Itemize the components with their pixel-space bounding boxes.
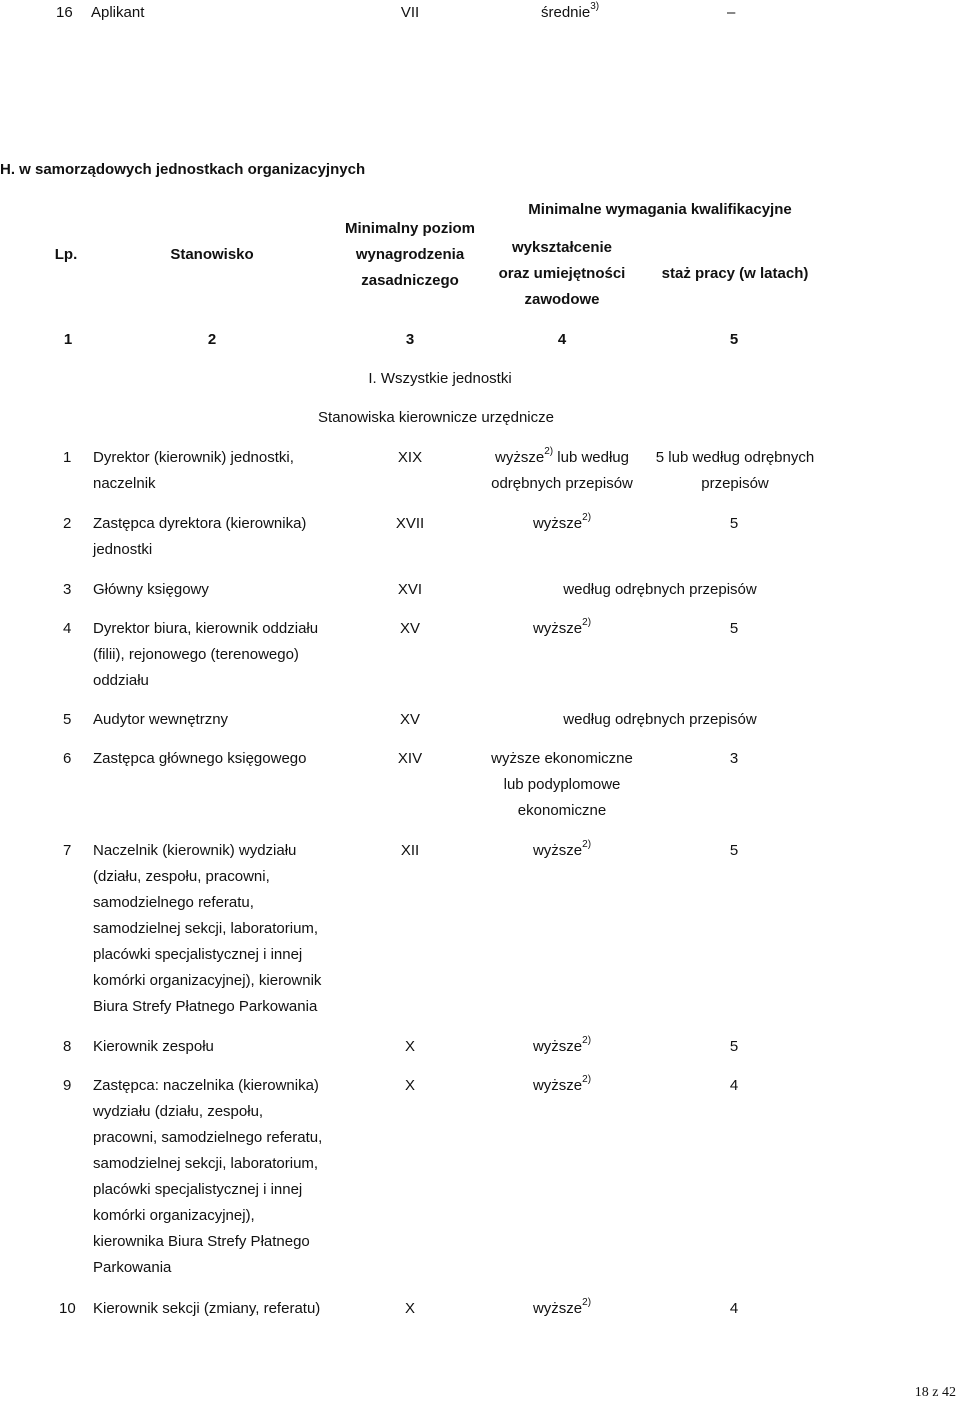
row-level: XII — [400, 842, 420, 859]
row-name-line: komórki organizacyjnej), — [93, 1207, 255, 1224]
table-row — [0, 1034, 960, 1060]
row-education — [472, 445, 652, 497]
row-name — [93, 511, 306, 563]
table-row — [0, 577, 960, 603]
header-min-poziom-line: Minimalny poziom — [344, 220, 475, 237]
page-number: 18 z 42 — [914, 1385, 956, 1400]
row-name: Kierownik sekcji (zmiany, referatu) — [93, 1300, 321, 1317]
row-lp: 7 — [63, 842, 72, 859]
row-lp: 10 — [59, 1300, 76, 1317]
row-experience: 5 — [729, 842, 739, 859]
row-education-line: odrębnych przepisów — [491, 475, 633, 492]
row-name-line: Parkowania — [93, 1259, 172, 1276]
header-stanowisko: Stanowisko — [170, 246, 254, 263]
row-education — [472, 1034, 652, 1060]
row-name-line: samodzielnej sekcji, laboratorium, — [93, 1155, 319, 1172]
row-name-line: Biura Strefy Płatnego Parkowania — [93, 998, 318, 1015]
row-name — [93, 616, 318, 694]
row-level: XIX — [397, 449, 423, 466]
header-min-poziom-line: wynagrodzenia — [355, 246, 465, 263]
section-title: H. w samorządowych jednostkach organizacyjnych — [0, 161, 366, 178]
row-level: XV — [399, 620, 420, 637]
footnote-sup: 2) — [582, 1035, 592, 1046]
row-education — [472, 511, 652, 537]
row-level: X — [404, 1300, 415, 1317]
header-wyksztalcenie-line: oraz umiejętności — [498, 265, 626, 282]
row-name-line: Naczelnik (kierownik) wydziału — [93, 842, 297, 859]
top-row-experience: – — [727, 4, 736, 21]
top-row-education-text: średnie — [541, 4, 591, 21]
row-name-line: (działu, zespołu, pracowni, — [93, 868, 270, 885]
top-row-education-sup: 3) — [590, 1, 600, 12]
row-experience: 5 — [729, 515, 739, 532]
row-education-text: lub według — [557, 449, 629, 466]
footnote-sup: 2) — [582, 617, 592, 628]
row-name: Kierownik zespołu — [93, 1038, 214, 1055]
footnote-sup: 2) — [582, 512, 592, 523]
row-education-text: wyższe — [532, 1077, 583, 1094]
row-name-line: Dyrektor (kierownik) jednostki, — [93, 449, 294, 466]
row-name-line: wydziału (działu, zespołu, — [93, 1103, 264, 1120]
row-experience — [640, 445, 830, 497]
row-level: X — [404, 1038, 415, 1055]
row-education — [472, 838, 652, 864]
top-row-name: Aplikant — [91, 4, 145, 21]
footnote-sup: 2) — [582, 839, 592, 850]
table-row — [0, 511, 960, 563]
row-experience: 3 — [729, 750, 739, 767]
top-row-education — [541, 0, 599, 26]
row-level: X — [404, 1077, 415, 1094]
row-experience-line: 5 lub według odrębnych — [655, 449, 815, 466]
row-name-line: oddziału — [93, 672, 149, 689]
row-name-line: placówki specjalistycznej i innej — [93, 946, 303, 963]
top-row — [0, 0, 960, 26]
row-lp: 3 — [63, 581, 72, 598]
header-min-poziom-line: zasadniczego — [361, 272, 459, 289]
row-lp: 8 — [63, 1038, 72, 1055]
row-name-line: Dyrektor biura, kierownik oddziału — [93, 620, 319, 637]
header-lp: Lp. — [54, 246, 78, 263]
row-name-line: Zastępca: naczelnika (kierownika) — [93, 1077, 319, 1094]
row-name-line: kierownika Biura Strefy Płatnego — [93, 1233, 310, 1250]
row-experience: 4 — [729, 1300, 739, 1317]
table-row — [0, 838, 960, 1020]
row-education-text: wyższe — [495, 449, 545, 466]
footnote-sup: 2) — [582, 1297, 592, 1308]
row-education-line: lub podyplomowe — [503, 776, 621, 793]
header-wyksztalcenie-line: wykształcenie — [511, 239, 613, 256]
row-level: XV — [399, 711, 420, 728]
row-name — [93, 1073, 322, 1281]
row-name-line: naczelnik — [93, 475, 156, 492]
row-education — [472, 746, 652, 824]
col-number-5: 5 — [729, 331, 739, 348]
header-wyksztalcenie — [472, 235, 652, 313]
row-education-text: wyższe — [532, 842, 583, 859]
row-education-text: wyższe — [532, 1038, 583, 1055]
row-name-line: komórki organizacyjnej), kierownik — [93, 972, 322, 989]
table-row — [0, 707, 960, 733]
row-education-line: ekonomiczne — [517, 802, 607, 819]
table-row — [0, 1296, 960, 1322]
col-number-1: 1 — [63, 331, 73, 348]
table-row — [0, 445, 960, 497]
row-lp: 2 — [63, 515, 72, 532]
subgroup-title: Stanowiska kierownicze urzędnicze — [318, 409, 554, 426]
col-number-3: 3 — [405, 331, 415, 348]
row-name-line: (filii), rejonowego (terenowego) — [93, 646, 299, 663]
row-education — [472, 1073, 652, 1099]
row-education-text: wyższe — [532, 515, 583, 532]
table-row — [0, 746, 960, 824]
footnote-sup: 2) — [582, 1074, 592, 1085]
row-lp: 6 — [63, 750, 72, 767]
row-education-text: wyższe — [532, 1300, 583, 1317]
row-education-text: wyższe — [532, 620, 583, 637]
row-lp: 5 — [63, 711, 72, 728]
footnote-sup: 2) — [544, 446, 554, 457]
row-name — [93, 445, 294, 497]
col-number-2: 2 — [207, 331, 217, 348]
col-number-4: 4 — [557, 331, 567, 348]
row-name: Audytor wewnętrzny — [93, 711, 229, 728]
table-row — [0, 616, 960, 694]
top-row-lp: 16 — [56, 4, 73, 21]
row-level: XVII — [395, 515, 425, 532]
row-experience: 5 — [729, 1038, 739, 1055]
table-row — [0, 1073, 960, 1281]
group-title: I. Wszystkie jednostki — [368, 370, 512, 387]
row-education — [472, 616, 652, 642]
row-experience: 5 — [729, 620, 739, 637]
header-staz: staż pracy (w latach) — [661, 265, 809, 282]
row-experience: 4 — [729, 1077, 739, 1094]
top-row-level: VII — [400, 4, 420, 21]
header-min-wymagania: Minimalne wymagania kwalifikacyjne — [528, 201, 792, 218]
header-wyksztalcenie-line: zawodowe — [524, 291, 600, 308]
row-education — [472, 1296, 652, 1322]
row-education-line: wyższe ekonomiczne — [491, 750, 633, 767]
row-name-line: Zastępca dyrektora (kierownika) — [93, 515, 307, 532]
row-lp: 9 — [63, 1077, 72, 1094]
row-name-line: samodzielnej sekcji, laboratorium, — [93, 920, 319, 937]
row-name: Zastępca głównego księgowego — [93, 750, 307, 767]
row-merged-requirement: według odrębnych przepisów — [563, 711, 757, 728]
row-name — [93, 838, 321, 1020]
row-name-line: placówki specjalistycznej i innej — [93, 1181, 303, 1198]
row-name: Główny księgowy — [93, 581, 209, 598]
row-experience-line: przepisów — [701, 475, 769, 492]
row-level: XVI — [397, 581, 423, 598]
row-education-line — [472, 445, 652, 471]
row-lp: 4 — [63, 620, 72, 637]
row-level: XIV — [397, 750, 423, 767]
row-name-line: jednostki — [93, 541, 153, 558]
row-name-line: pracowni, samodzielnego referatu, — [93, 1129, 323, 1146]
row-merged-requirement: według odrębnych przepisów — [563, 581, 757, 598]
row-name-line: samodzielnego referatu, — [93, 894, 254, 911]
row-lp: 1 — [63, 449, 72, 466]
